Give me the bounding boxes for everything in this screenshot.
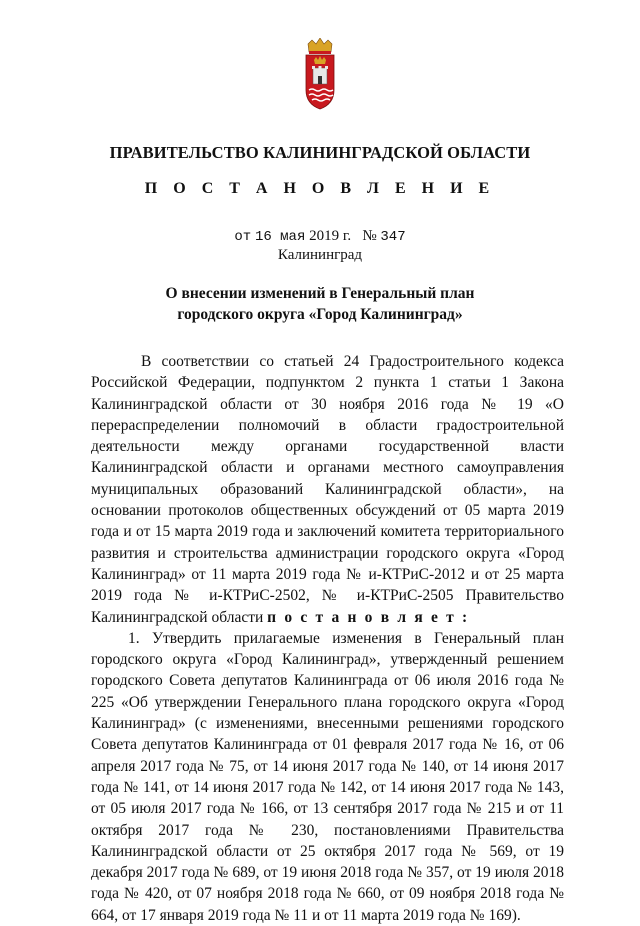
date-day-month: 16 мая [254,229,306,245]
subject-line-2: городского округа «Город Калининград» [177,306,463,323]
date-year: 2019 г. [309,228,352,244]
document-number: 347 [380,229,406,245]
kaliningrad-coat-of-arms-icon [303,38,337,110]
date-prefix: от [234,229,252,245]
date-number-line [0,228,640,245]
city: Калининград [277,247,363,263]
document-body [91,351,564,926]
document-type: П О С Т А Н О В Л Е Н И Е [144,180,496,197]
document-subject [0,283,640,325]
government-name: ПРАВИТЕЛЬСТВО КАЛИНИНГРАДСКОЙ ОБЛАСТИ [109,143,531,162]
resolves-word: п о с т а н о в л я е т : [267,608,470,626]
preamble-text: В соответствии со статьей 24 Градостроительного кодекса Российской Федерации, подпунктом 2 пункта 1 статьи 1 Закона Калининградской области от 30 ноября 2016 года № 19 «О перераспределении полномочий в области градостроительной деятельности между органами государственной власти Калининградской области и органами местного самоуправления муниципальных образований Калининградской области», на основании протоколов общественных обсуждений от 05 марта 2019 года и от 15 марта 2019 года и заключений комитета территориального развития и строительства администрации городского округа «Город Калининград» от 11 марта 2019 года № и-КТРиС-2012 и от 25 марта 2019 года № и-КТРиС-2502, № и-КТРиС-2505 Правительство Калининградской области [91,353,564,626]
subject-line-1: О внесении изменений в Генеральный план [165,285,475,302]
item-1-paragraph: 1. Утвердить прилагаемые изменения в Генеральный план городского округа «Город Калининград», утвержденный решением городского Совета депутатов Калининграда от 06 июля 2016 года № 225 «Об утверждении Генерального плана городского округа «Город Калининград» (с изменениями, внесенными решениями городского Совета депутатов Калининграда от 01 февраля 2017 года № 16, от 06 апреля 2017 года № 75, от 14 июня 2017 года № 140, от 14 июня 2017 года № 141, от 14 июня 2017 года № 142, от 14 июня 2017 года № 143, от 05 июля 2017 года № 166, от 13 сентября 2017 года № 215 и от 11 октября 2017 года № 230, постановлениями Правительства Калининградской области от 25 октября 2017 года № 569, от 19 декабря 2017 года № 689, от 19 июня 2018 года № 357, от 19 июля 2018 года № 420, от 07 ноября 2018 года № 660, от 09 ноября 2018 года № 664, от 17 января 2019 года № 11 и от 11 марта 2019 года № 169). [91,629,564,924]
preamble-paragraph [91,351,564,628]
number-label: № [362,228,377,244]
